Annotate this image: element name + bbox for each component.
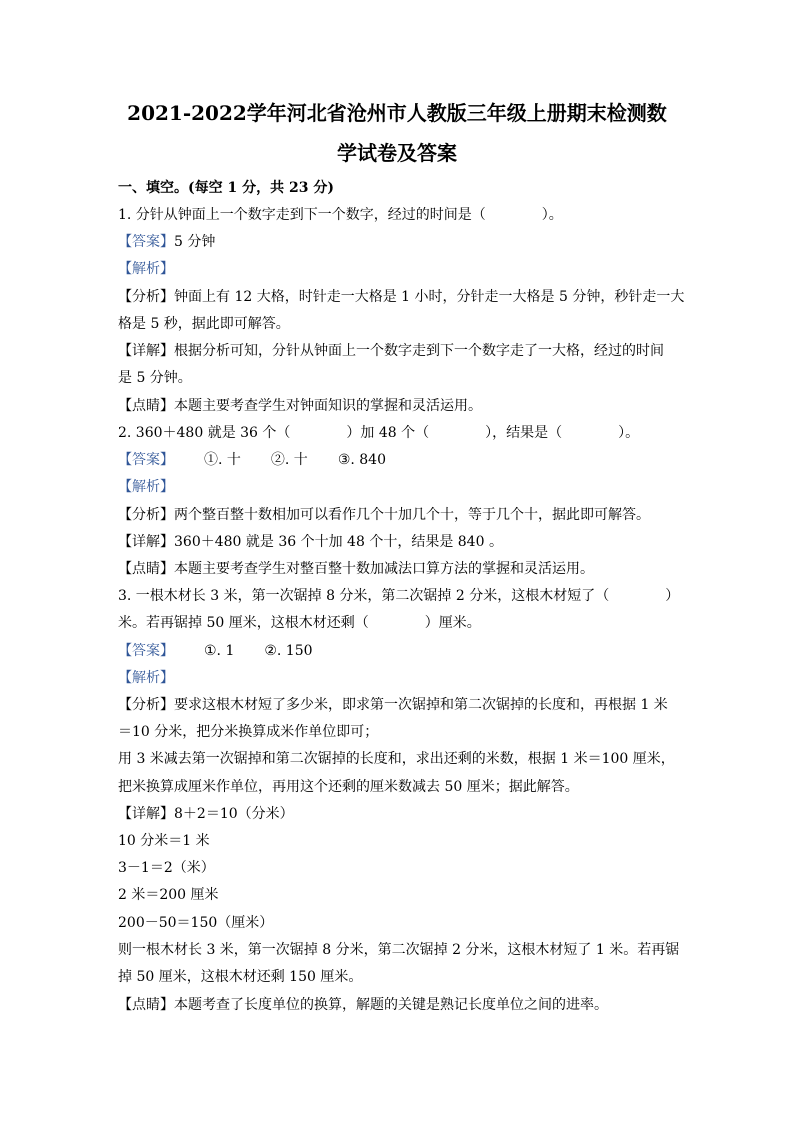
q3-answer-2: ②. 150 xyxy=(264,643,313,659)
document-title-line-1: 2021-2022学年河北省沧州市人教版三年级上册期末检测数 xyxy=(127,101,667,125)
q1-analysis-text-1: 钟面上有 12 大格，时针走一大格是 1 小时，分针走一大格是 5 分钟，秒针走一大 xyxy=(174,289,685,305)
q3-conclusion-2: 掉 50 厘米，这根木材还剩 150 厘米。 xyxy=(118,969,363,985)
q2-analysis-row xyxy=(118,505,650,525)
q2-answer-3: ③. 840 xyxy=(337,452,386,468)
q3-conclusion-1: 则一根木材长 3 米，第一次锯掉 8 分米，第二次锯掉 2 分米，这根木材短了 1 米。若再锯 xyxy=(118,942,680,958)
detail-tag: 【详解】 xyxy=(118,806,174,822)
explain-tag: 【解析】 xyxy=(118,261,174,277)
q2-answer-1: ①. 十 xyxy=(204,452,241,468)
q1-detail-text-2: 是 5 分钟。 xyxy=(118,370,192,386)
analysis-tag: 【分析】 xyxy=(118,697,174,713)
q2-analysis-text: 两个整百整十数相加可以看作几个十加几个十，等于几个十，据此即可解答。 xyxy=(174,507,650,523)
q3-analysis-text-2: ＝10 分米，把分米换算成米作单位即可； xyxy=(118,724,379,740)
answer-tag: 【答案】 xyxy=(118,643,174,659)
q1-detail-row xyxy=(118,341,664,361)
q3-analysis-text-4: 把米换算成厘米作单位，再用这个还剩的厘米数减去 50 厘米；据此解答。 xyxy=(118,779,579,795)
analysis-tag: 【分析】 xyxy=(118,507,174,523)
q3-comment-row xyxy=(118,995,608,1015)
answer-tag: 【答案】 xyxy=(118,234,174,250)
q3-answer-1: ①. 1 xyxy=(204,643,235,659)
q3-calc-2: 3－1＝2（米） xyxy=(118,860,215,876)
explain-tag: 【解析】 xyxy=(118,670,174,686)
detail-tag: 【详解】 xyxy=(118,534,174,550)
q1-detail-text-1: 根据分析可知，分针从钟面上一个数字走到下一个数字走了一大格，经过的时间 xyxy=(174,343,664,359)
q2-detail-row xyxy=(118,532,503,552)
q3-explain-row xyxy=(118,668,174,688)
q3-detail-row xyxy=(118,804,294,824)
comment-tag: 【点睛】 xyxy=(118,561,174,577)
q2-detail-text: 360＋480 就是 36 个十加 48 个十，结果是 840 。 xyxy=(174,534,503,550)
q1-answer: 5 分钟 xyxy=(174,234,216,250)
q1-analysis-text-2: 格是 5 秒，据此即可解答。 xyxy=(118,316,290,332)
comment-tag: 【点睛】 xyxy=(118,398,174,414)
q3-calc-3: 2 米＝200 厘米 xyxy=(118,887,219,903)
q2-question: 2. 360＋480 就是 36 个（ ）加 48 个（ ），结果是（ ）。 xyxy=(118,425,640,441)
q1-comment-row xyxy=(118,396,482,416)
q3-analysis-text-1: 要求这根木材短了多少米，即求第一次锯掉和第二次锯掉的长度和，再根据 1 米 xyxy=(174,697,668,713)
q3-comment-text: 本题考查了长度单位的换算，解题的关键是熟记长度单位之间的进率。 xyxy=(174,997,608,1013)
q2-comment-row xyxy=(118,559,594,579)
q1-question: 1. 分针从钟面上一个数字走到下一个数字，经过的时间是（ ）。 xyxy=(118,207,563,223)
explain-tag: 【解析】 xyxy=(118,479,174,495)
answer-tag: 【答案】 xyxy=(118,452,174,468)
q3-calc-1: 10 分米＝1 米 xyxy=(118,833,210,849)
comment-tag: 【点睛】 xyxy=(118,997,174,1013)
q3-calc-4: 200－50＝150（厘米） xyxy=(118,915,274,931)
q2-answer-row xyxy=(118,450,386,470)
document-title-line-2: 学试卷及答案 xyxy=(337,141,457,165)
q1-comment-text: 本题主要考查学生对钟面知识的掌握和灵活运用。 xyxy=(174,398,482,414)
analysis-tag: 【分析】 xyxy=(118,289,174,305)
q3-question-2: 米。若再锯掉 50 厘米，这根木材还剩（ ）厘米。 xyxy=(118,615,481,631)
q3-analysis-text-3: 用 3 米减去第一次锯掉和第二次锯掉的长度和，求出还剩的米数，根据 1 米＝100 厘米， xyxy=(118,751,675,767)
q2-answer-2: ②. 十 xyxy=(270,452,308,468)
q1-explain-row xyxy=(118,259,174,279)
q2-comment-text: 本题主要考查学生对整百整十数加减法口算方法的掌握和灵活运用。 xyxy=(174,561,594,577)
q3-analysis-row xyxy=(118,695,668,715)
q3-detail-text-1: 8＋2＝10（分米） xyxy=(174,806,294,822)
q2-explain-row xyxy=(118,477,174,497)
q3-question-1: 3. 一根木材长 3 米，第一次锯掉 8 分米，第二次锯掉 2 分米，这根木材短了（ ） xyxy=(118,588,680,604)
q3-answer-row xyxy=(118,641,313,661)
detail-tag: 【详解】 xyxy=(118,343,174,359)
section-heading: 一、填空。(每空 1 分，共 23 分) xyxy=(118,180,334,196)
q1-analysis-row xyxy=(118,287,684,307)
q1-answer-row xyxy=(118,232,215,252)
